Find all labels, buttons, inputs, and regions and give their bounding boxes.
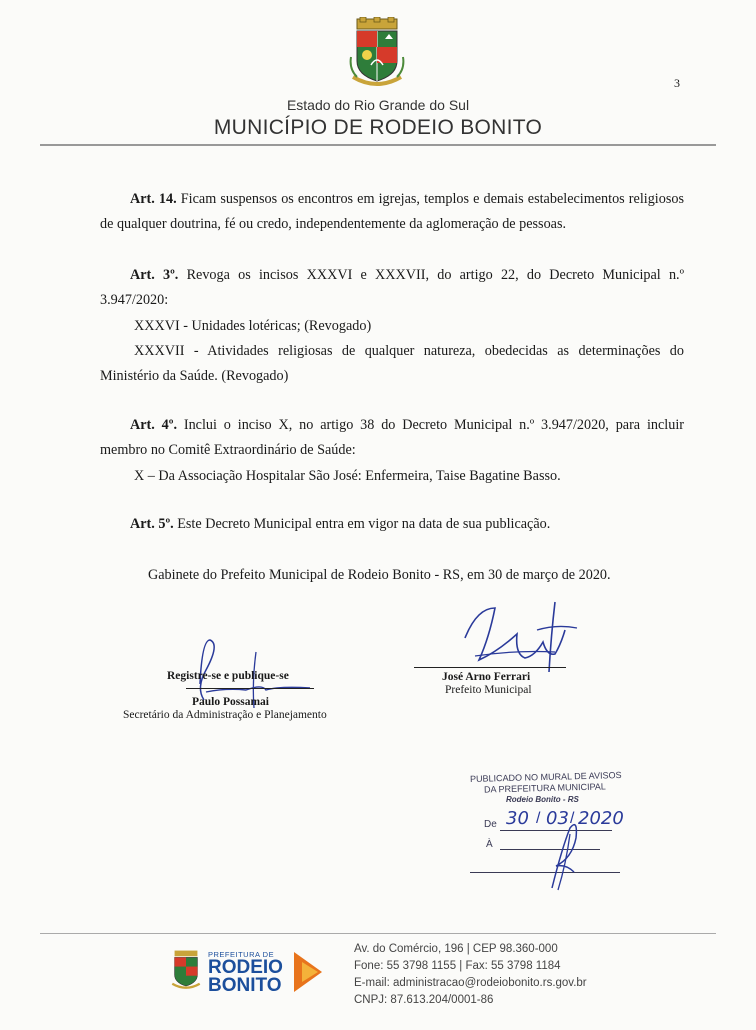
footer-phone: Fone: 55 3798 1155 | Fax: 55 3798 1184 — [354, 960, 561, 972]
mayor-signature-icon — [455, 596, 585, 678]
mayor-name: José Arno Ferrari — [442, 671, 531, 683]
article-14-label: Art. 14. — [130, 191, 177, 207]
coat-of-arms-icon — [349, 17, 405, 89]
article-3-item-2: XXXVII - Atividades religiosas de qualquer natureza, obedecidas as determinações do Ministério da Saúde. (Revogado) — [100, 343, 684, 384]
stamp-a-label: À — [486, 839, 493, 850]
secretary-signature-line — [186, 688, 314, 689]
article-5 — [100, 512, 684, 537]
stamp-date-year: 2020 — [578, 808, 624, 829]
footer-cnpj: CNPJ: 87.613.204/0001-86 — [354, 994, 494, 1006]
article-3-item-1: XXXVI - Unidades lotéricas; (Revogado) — [134, 318, 372, 334]
footer-logo-line-1: RODEIO — [208, 957, 283, 978]
page-number: 3 — [674, 76, 680, 90]
secretary-caption: Registre-se e publique-se — [167, 670, 289, 682]
article-3-text: Revoga os incisos XXXVI e XXXVII, do artigo 22, do Decreto Municipal n.º 3.947/2020: — [100, 267, 684, 308]
article-4-item-1: X – Da Associação Hospitalar São José: Enfermeira, Taise Bagatine Basso. — [134, 468, 561, 484]
article-4-text: Inclui o inciso X, no artigo 38 do Decreto Municipal n.º 3.947/2020, para incluir membro no Comitê Extraordinário de Saúde: — [100, 417, 684, 458]
article-5-label: Art. 5º. — [130, 516, 174, 532]
secretary-role: Secretário da Administração e Planejamento — [123, 709, 327, 721]
footer-logo-top: PREFEITURA DE — [208, 950, 275, 959]
state-name: Estado do Rio Grande do Sul — [286, 97, 470, 113]
stamp-line-3: Rodeio Bonito - RS — [506, 795, 579, 804]
stamp-date-day: 30 — [506, 808, 529, 829]
footer-address: Av. do Comércio, 196 | CEP 98.360-000 — [354, 943, 558, 955]
stamp-line-1: PUBLICADO NO MURAL DE AVISOS — [469, 770, 622, 784]
header-divider — [40, 144, 716, 146]
footer-logo-swoosh-icon — [292, 946, 328, 996]
footer-email: E-mail: administracao@rodeiobonito.rs.gov.br — [354, 977, 587, 989]
stamp-initials-icon — [532, 814, 592, 894]
stamp-date-month: 03 — [546, 808, 569, 829]
footer-logo-line-2: BONITO — [208, 975, 282, 996]
footer-coat-of-arms-icon — [170, 948, 202, 992]
footer-logo — [170, 942, 330, 1002]
closing-line: Gabinete do Prefeito Municipal de Rodeio Bonito - RS, em 30 de março de 2020. — [148, 567, 611, 583]
stamp-date-sep-1: / — [536, 810, 541, 827]
stamp-de-label: De — [484, 819, 497, 830]
mayor-signature-line — [414, 667, 566, 668]
stamp-date-sep-2: / — [570, 810, 575, 827]
article-4 — [100, 413, 684, 463]
article-3 — [100, 263, 684, 313]
municipality-title: MUNICÍPIO DE RODEIO BONITO — [213, 116, 543, 139]
article-5-text: Este Decreto Municipal entra em vigor na data de sua publicação. — [177, 516, 551, 532]
article-4-label: Art. 4º. — [130, 417, 177, 433]
article-14 — [100, 187, 684, 237]
footer-divider — [40, 933, 716, 934]
article-3-label: Art. 3º. — [130, 267, 179, 283]
secretary-name: Paulo Possamai — [192, 696, 269, 708]
article-14-text: Ficam suspensos os encontros em igrejas, templos e demais estabelecimentos religiosos de qualquer doutrina, fé ou credo, independentemente da aglomeração de pessoas. — [100, 191, 684, 232]
publication-stamp — [462, 772, 662, 892]
stamp-line-2: DA PREFEITURA MUNICIPAL — [483, 781, 606, 795]
mayor-role: Prefeito Municipal — [445, 684, 532, 696]
